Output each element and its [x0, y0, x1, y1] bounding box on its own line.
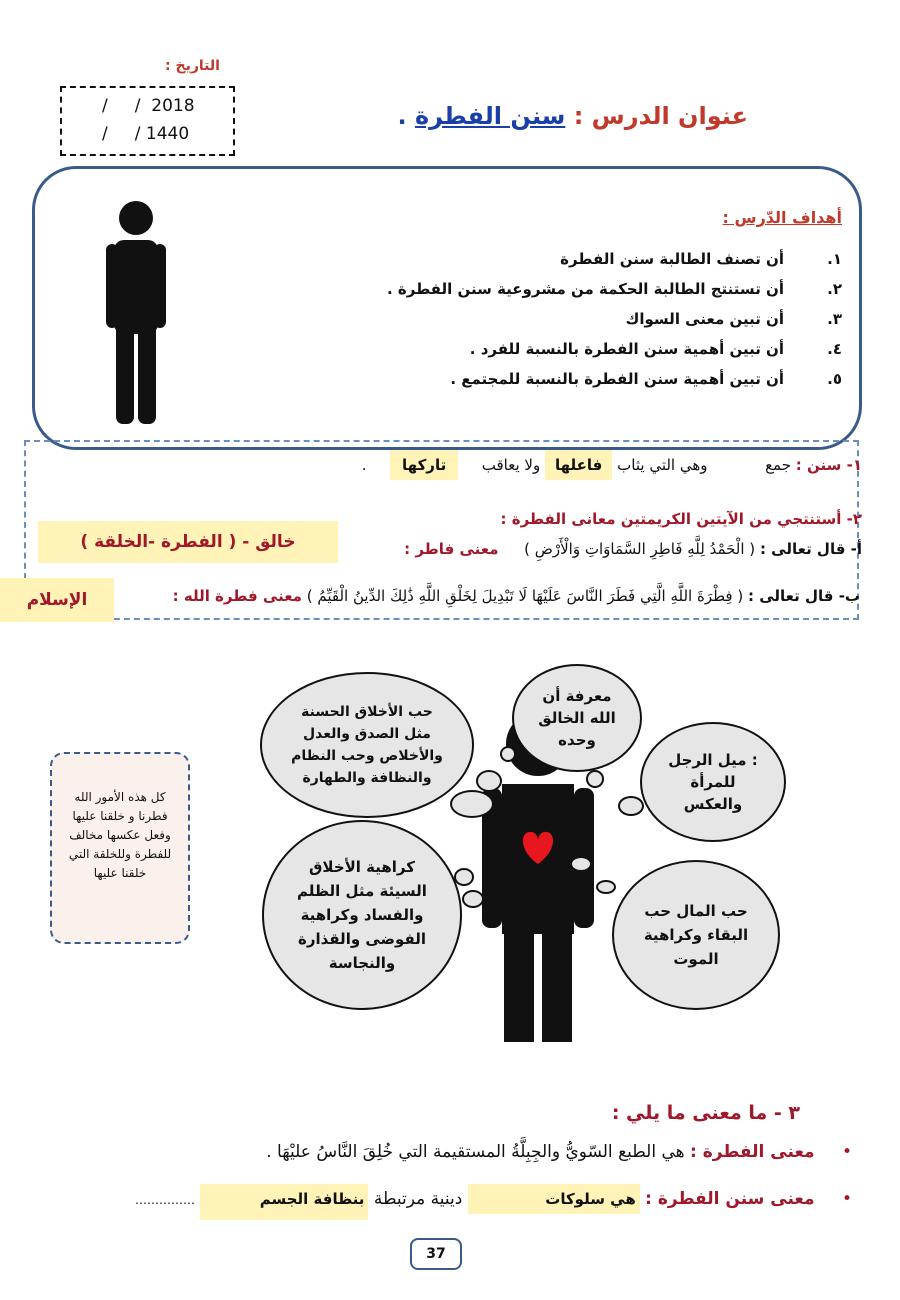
fatir-meaning-label: معنى فاطر : — [404, 540, 499, 558]
person-icon — [104, 198, 168, 428]
objective-item — [322, 334, 842, 364]
sunan-fitra-label: معنى سنن الفطرة : — [645, 1189, 815, 1209]
section3-heading: ٣ - ما معنى ما يلي : — [611, 1102, 800, 1124]
sunan-text-c: ولا يعاقب — [481, 456, 541, 474]
note-box: كل هذه الأمور الله فطرنا و خلقنا عليها وفعل عكسها مخالف للفطرة وللخلقة التي خلقنا عليها — [50, 752, 190, 944]
date-gregorian: / / 2018 — [102, 96, 195, 116]
verse-b-label: ب- قال تعالى : — [748, 587, 860, 605]
verse-b-line — [173, 587, 860, 605]
section2-heading: ٢- أستنتجي من الآيتين الكريمتين معانى الفطرة : — [500, 510, 862, 528]
objective-item — [322, 274, 842, 304]
thought-bubble — [462, 890, 484, 908]
thought-bubble — [596, 880, 616, 894]
sunan-text-b: وهي التي يثاب — [617, 456, 708, 474]
verse-a-label: أ- قال تعالى : — [759, 540, 862, 558]
thought-bubble — [450, 790, 494, 818]
sunan-end: . — [361, 456, 367, 474]
answer-fitra-allah: الإسلام — [0, 578, 114, 622]
title-subject: سنن الفطرة — [415, 102, 566, 130]
thought-bubble — [618, 796, 644, 816]
verse-a-text: ( الْحَمْدُ لِلَّهِ فَاطِرِ السَّمَاوَاتِ وَالْأَرْضِ ) — [524, 540, 756, 558]
objective-text: أن تصنف الطالبة سنن الفطرة — [560, 250, 784, 268]
sunan-text-a: جمع — [765, 456, 792, 474]
fitra-text: هي الطبع السّويُّ والجِبِلَّةُ المستقيمة التي خُلِقَ النَّاسُ عليْهَا . — [266, 1142, 685, 1162]
objective-item — [322, 304, 842, 334]
objective-number: ٢. — [827, 280, 842, 298]
thought-bubble — [586, 770, 604, 788]
answer-fatir: خالق - ( الفطرة -الخلقة ) — [38, 521, 338, 563]
answer-doers: فاعلها — [545, 450, 612, 480]
objective-number: ١. — [827, 250, 842, 268]
sunan-definition-line — [362, 456, 862, 474]
fitra-meaning-line: • معنى الفطرة : هي الطبع السّويُّ والجِبِلَّةُ المستقيمة التي خُلِقَ النَّاسُ عليْهَا . — [266, 1142, 852, 1162]
objective-number: ٥. — [827, 370, 842, 388]
cloud-attraction: : ميل الرجل للمرأة والعكس — [640, 722, 786, 842]
date-hijri: / / 1440 — [102, 124, 190, 144]
objective-number: ٤. — [827, 340, 842, 358]
lesson-title — [398, 102, 748, 130]
thought-bubble — [570, 856, 592, 872]
answer-behaviors: هي سلوكات — [468, 1184, 640, 1214]
cloud-knowing-creator: معرفة أن الله الخالق وحده — [512, 664, 642, 772]
objective-text: أن تبين أهمية سنن الفطرة بالنسبة للمجتمع . — [450, 370, 784, 388]
sunan-fitra-text: دينية مرتبطة — [373, 1189, 463, 1209]
cloud-good-morals: حب الأخلاق الحسنة مثل الصدق والعدل والأخلاص وحب النظام والنظافة والطهارة — [260, 672, 474, 818]
verse-b-text: ( فِطْرَةَ اللَّهِ الَّتِي فَطَرَ النَّاسَ عَلَيْهَا لَا تَبْدِيلَ لِخَلْقِ اللَّهِ ذَٰلِكَ الدِّينُ الْقَيِّمُ ) — [306, 587, 744, 605]
fitra-meaning-label: معنى فطرة الله : — [172, 587, 302, 605]
objective-text: أن تبين معنى السواك — [625, 310, 784, 328]
date-label: التاريخ : — [165, 58, 220, 74]
thought-bubble — [476, 770, 502, 792]
objective-item — [322, 244, 842, 274]
title-prefix: عنوان الدرس : — [573, 102, 748, 130]
cloud-love-life: حب المال حب البقاء وكراهية الموت — [612, 860, 780, 1010]
objective-number: ٣. — [827, 310, 842, 328]
answer-dots: …………… — [135, 1193, 196, 1207]
thought-bubble — [500, 746, 516, 762]
objective-text: أن تستنتج الطالبة الحكمة من مشروعية سنن الفطرة . — [386, 280, 784, 298]
verse-a-line — [404, 540, 862, 558]
page-number: 37 — [410, 1238, 462, 1270]
cloud-dislike-bad: كراهية الأخلاق السيئة مثل الظلم والفساد وكراهية الفوضى والقذارة والنجاسة — [262, 820, 462, 1010]
objective-text: أن تبين أهمية سنن الفطرة بالنسبة للفرد . — [469, 340, 784, 358]
objectives-heading: أهداف الدّرس : — [722, 208, 842, 227]
thought-bubble — [454, 868, 474, 886]
title-suffix: . — [397, 102, 407, 130]
fitra-label: معنى الفطرة : — [690, 1142, 815, 1162]
objectives-list — [322, 244, 842, 394]
answer-body-cleanliness: بنظافة الجسم — [200, 1184, 368, 1220]
answer-leavers: تاركها — [390, 450, 458, 480]
objective-item — [322, 364, 842, 394]
sunan-fitra-meaning-line: • معنى سنن الفطرة : هي سلوكات دينية مرتبطة بنظافة الجسم …………… — [135, 1184, 852, 1220]
date-box — [60, 86, 235, 156]
sunan-label: ١- سنن : — [795, 456, 862, 474]
